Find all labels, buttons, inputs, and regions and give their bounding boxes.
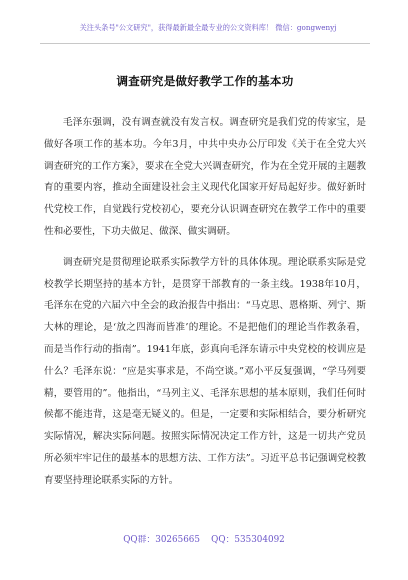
header-banner: 关注头条号"公文研究"，获得最新最全最专业的公文资料库！ 微信：gongwenyj (79, 23, 337, 32)
paragraph: 调查研究是贯彻理论联系实际教学方针的具体体现。理论联系实际是党校教学长期坚持的基本方针，是贯穿干部教育的一条主线。1938年10月，毛泽东在党的六届六中全会的政治报告中指出：“马克思、恩格斯、列宁、斯大林的理论，是‘放之四海而皆准’的理论。不是把他们的理论当作教条看，而是当作行动的指南”。1941年底，彭真向毛泽东请示中央党校的校训应是什么？毛泽东说：“应是实事求是，不尚空谈。”邓小平反复强调，“学马列要精，要管用的”。他指出，“马列主义、毛泽东思想的基本原则，我们任何时候都不能违背，这是毫无疑义的。但是，一定要和实际相结合，要分析研究实际情况，解决实际问题。按照实际情况决定工作方针，这是一切共产党员所必须牢牢记住的最基本的思想方法、工作方法”。习近平总书记强调党校教育要坚持理论联系实际的方针。 (44, 256, 366, 486)
header-divider (40, 43, 370, 44)
document-title: 调查研究是做好教学工作的基本功 (116, 74, 294, 88)
paragraph: 毛泽东强调，没有调查就没有发言权。调查研究是我们党的传家宝，是做好各项工作的基本功。今年3月，中共中央办公厅印发《关于在全党大兴调查研究的工作方案》，要求在全党大兴调查研究，作为在全党开展的主题教育的重要内容，推动全面建设社会主义现代化国家开好局起好步。做好新时代党校工作，自觉践行党校初心，要充分认识调查研究在教学工作中的重要性和必要性，下功夫做足、做深、做实调研。 (44, 117, 366, 237)
footer-contact: QQ群：30265665 QQ：535304092 (123, 535, 285, 545)
document-body (44, 112, 366, 492)
